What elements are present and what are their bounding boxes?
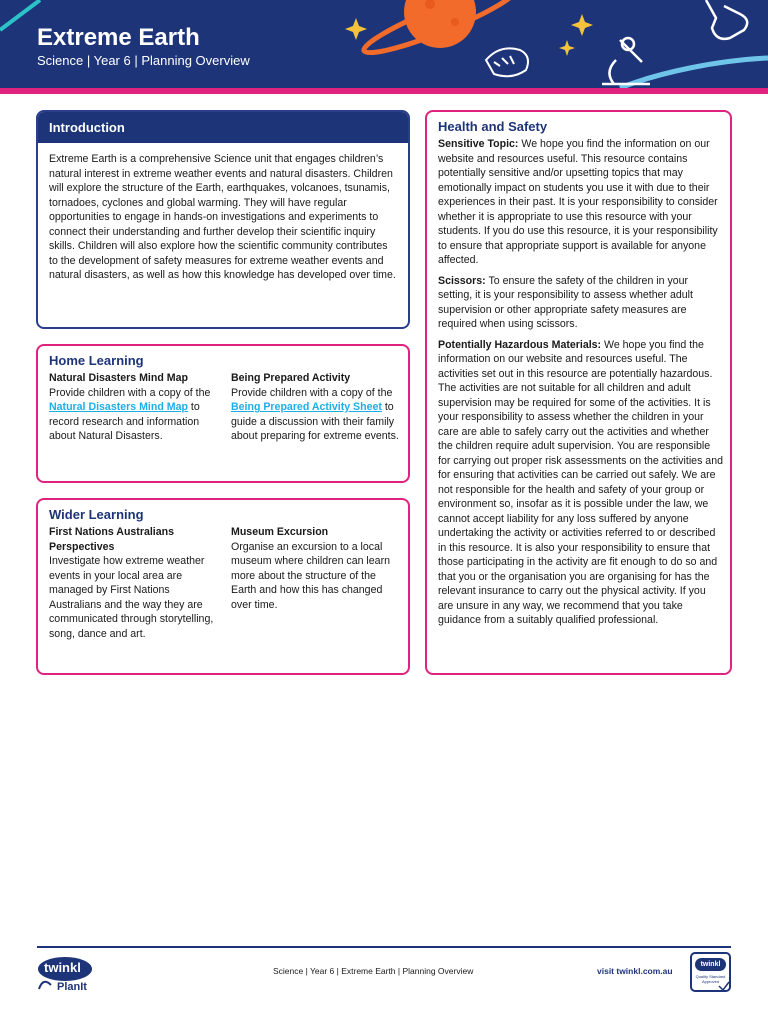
- being-prepared-activity-sheet-link[interactable]: Being Prepared Activity Sheet: [231, 401, 382, 413]
- museum-excursion-heading: Museum Excursion: [231, 526, 329, 538]
- natural-disasters-mind-map-link[interactable]: Natural Disasters Mind Map: [49, 401, 188, 413]
- introduction-box: [36, 110, 410, 329]
- introduction-title: Introduction: [38, 112, 408, 143]
- home-learning-col2: [231, 371, 403, 444]
- being-prepared-text: [231, 386, 403, 444]
- health-safety-body: [438, 137, 723, 628]
- wider-learning-title: Wider Learning: [49, 507, 144, 522]
- introduction-text: Extreme Earth is a comprehensive Science unit that engages children’s natural interest in extreme weather events and natural disasters. Children will explore the structure of the Earth, earthquakes, volcanoes, tsunamis, tornadoes, cyclones and global warming. They will have regular opportunities to engage in hands-on investigations and experiments to connect their understanding and further develop their scientific inquiry skills. Children will also explore how the scientific community contributes to the development of safety measures for extreme weather events and natural disasters, as well as how this knowledge has developed over time.: [49, 153, 396, 281]
- sensitive-topic-label: Sensitive Topic:: [438, 138, 519, 150]
- header-accent-stripe: [0, 88, 768, 94]
- logo-twinkl-text: twinkl: [44, 960, 81, 975]
- mind-map-text: [49, 386, 211, 444]
- scissors-text: To ensure the safety of the children in your setting, it is your responsibility to assess whether adult supervision or other appropriate safety measures are required when using scissors.: [438, 274, 693, 330]
- fossil-icon: [486, 48, 528, 76]
- wider-learning-col1: [49, 525, 221, 641]
- badge-quality-text: Quality Standard Approved: [695, 974, 726, 984]
- health-safety-box: [425, 110, 732, 675]
- page-subtitle: Science | Year 6 | Planning Overview: [37, 53, 250, 68]
- scissors-paragraph: [438, 274, 723, 332]
- sensitive-topic-text: We hope you find the information on our website and resources useful. This resource contains potentially sensitive and/or upsetting topics that may emotionally impact on students you use it with due to their experiences in their past. It is your responsibility to consider whether it is appropriate to use this resource with your students. If you do use this resource, it is your responsibility to ensure that appropriate support is available for anyone affected.: [438, 138, 718, 266]
- sensitive-topic-paragraph: [438, 137, 723, 268]
- hazard-paragraph: [438, 338, 723, 628]
- quality-standard-badge: [690, 952, 731, 992]
- first-nations-heading: First Nations Australians Perspectives: [49, 526, 174, 553]
- mind-map-text-before: Provide children with a copy of the: [49, 386, 211, 399]
- wider-learning-box: [36, 498, 410, 675]
- page-title: Extreme Earth: [37, 24, 200, 51]
- being-prepared-heading: Being Prepared Activity: [231, 372, 351, 384]
- footer-document-info: Science | Year 6 | Extreme Earth | Planning Overview: [273, 966, 474, 976]
- twinkl-planit-logo: [37, 955, 101, 995]
- wider-learning-col2: [231, 525, 403, 612]
- health-safety-title: Health and Safety: [438, 119, 548, 134]
- home-learning-col1: [49, 371, 211, 444]
- microscope-icon: [602, 38, 650, 84]
- logo-planit-text: PlanIt: [57, 981, 87, 993]
- hazard-text: We hope you find the information on our website and resources useful. The activities set out in this resource are potentially hazardous. The activities are not suitable for all children and adult supervision may be required for some of the activities. It is your responsibility to assess whether the children in your care are able to safely carry out the activities and whether the children require adult supervision. You are responsible for carrying out proper risk assessments on the activities and for ensuring that activities can be carried out safely. We are not responsible for the health and safety of your group or environment so, insofar as it is possible under the law, we cannot accept liability for any loss suffered by anyone undertaking the activity or activities referred to or described in this resource. It is also your responsibility to ensure that those participating in the activity are fit enough to do so and that you or the organisation you are organising for has the relevant insurance to carry out the physical activity. If you are unsure in any way, we recommend that you take guidance from a suitably qualified professional.: [438, 338, 723, 626]
- home-learning-box: [36, 344, 410, 483]
- mind-map-text-after: to record research and information about Natural Disasters.: [49, 401, 200, 442]
- checkmark-icon: [718, 981, 730, 991]
- museum-excursion-text: Organise an excursion to a local museum where children can learn more about the structure of the Earth and how this has changed over time.: [231, 540, 390, 611]
- home-learning-title: Home Learning: [49, 353, 144, 368]
- scissors-label: Scissors:: [438, 274, 486, 287]
- footer-visit-link[interactable]: visit twinkl.com.au: [597, 966, 673, 976]
- being-prepared-text-before: Provide children with a copy of the: [231, 386, 393, 399]
- page-header: [0, 0, 768, 88]
- hazard-label: Potentially Hazardous Materials:: [438, 338, 602, 351]
- first-nations-text: Investigate how extreme weather events in your local area are managed by First Nations Australians and the way they are communicated through storytelling, song, dance and art.: [49, 555, 214, 640]
- footer-divider: [37, 946, 731, 948]
- being-prepared-text-after: to guide a discussion with their family about preparing for extreme events.: [231, 401, 399, 442]
- mind-map-heading: Natural Disasters Mind Map: [49, 372, 188, 384]
- flask-icon: [706, 0, 747, 39]
- badge-twinkl-text: twinkl: [695, 958, 726, 971]
